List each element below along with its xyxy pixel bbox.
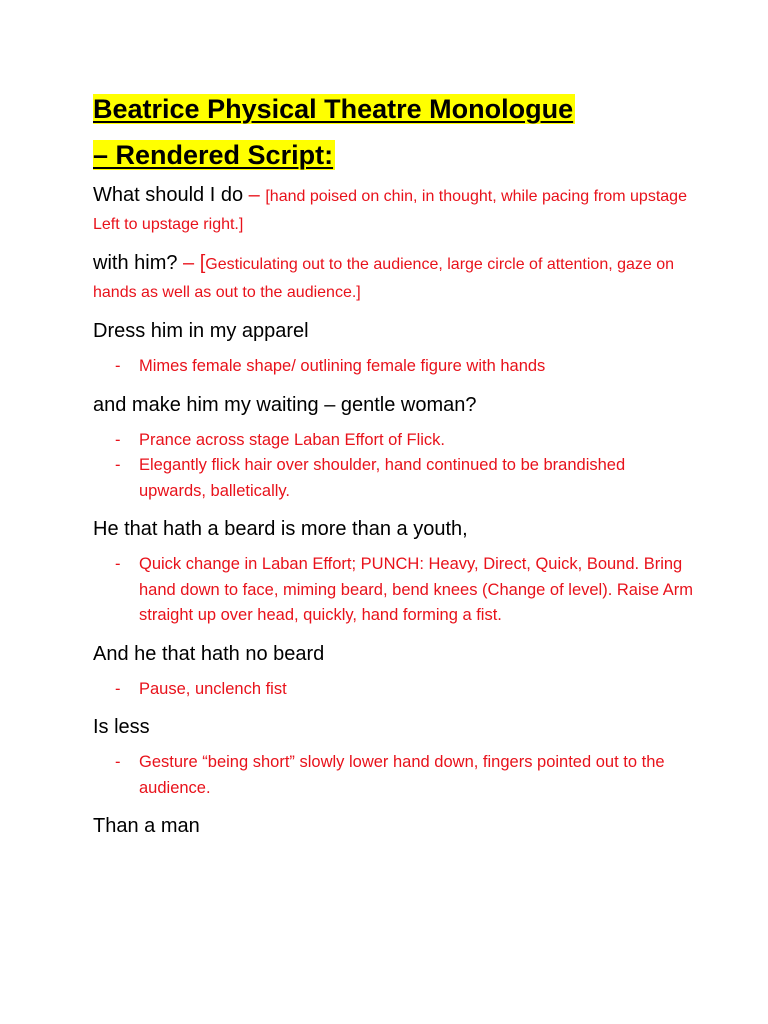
direction-list	[93, 428, 693, 505]
direction-text: Elegantly flick hair over shoulder, hand continued to be brandished upwards, balletically.	[139, 456, 626, 500]
spoken-line: with him?	[93, 252, 178, 274]
spoken-line: What should I do	[93, 184, 244, 206]
document-page	[93, 86, 693, 851]
direction-text: Pause, unclench fist	[139, 679, 287, 698]
direction-list	[93, 354, 693, 380]
stage-direction: Gesticulating out to the audience, large circle of attention, gaze on hands as well as out to the audience.]	[93, 256, 675, 301]
direction-item	[93, 354, 693, 380]
document-title	[93, 86, 693, 178]
bullet-dash: -	[115, 357, 121, 375]
bullet-dash: -	[115, 753, 121, 771]
direction-list	[93, 552, 693, 629]
script-block	[93, 641, 693, 703]
script-block	[93, 392, 693, 505]
spoken-line: He that hath a beard is more than a youth,	[93, 518, 468, 540]
direction-item	[93, 750, 693, 801]
bullet-dash: -	[115, 430, 121, 449]
spoken-line: Is less	[93, 716, 150, 738]
script-line-with-direction	[93, 250, 693, 306]
spoken-line: and make him my waiting – gentle woman?	[93, 393, 477, 416]
direction-text: Quick change in Laban Effort; PUNCH: Heavy, Direct, Quick, Bound. Bring hand down to face, miming beard, bend knees (Change of level). Raise Arm straight up over head, quickly, hand forming a fist.	[139, 555, 693, 624]
script-block	[93, 516, 693, 629]
direction-text: Mimes female shape/ outlining female figure with hands	[139, 357, 546, 375]
direction-item	[93, 677, 693, 703]
bullet-dash: -	[115, 555, 121, 573]
spoken-line: Than a man	[93, 815, 200, 837]
direction-item	[93, 552, 693, 629]
script-block	[93, 813, 693, 839]
script-block	[93, 318, 693, 380]
stage-direction: [hand poised on chin, in thought, while pacing from upstage Left to upstage right.]	[93, 188, 687, 233]
direction-list	[93, 750, 693, 801]
title-line-1: Beatrice Physical Theatre Monologue	[93, 94, 574, 124]
direction-item	[93, 428, 693, 454]
direction-text: Gesture “being short” slowly lower hand down, fingers pointed out to the audience.	[139, 753, 665, 797]
direction-text: Prance across stage Laban Effort of Flick.	[139, 430, 446, 449]
spoken-line: Dress him in my apparel	[93, 320, 309, 342]
bullet-dash: -	[115, 679, 121, 698]
bullet-dash: -	[115, 456, 121, 474]
script-block	[93, 714, 693, 801]
line-separator: – [	[183, 252, 206, 274]
title-line-2: – Rendered Script:	[93, 140, 334, 170]
script-line-with-direction	[93, 182, 693, 238]
line-separator: –	[248, 184, 260, 206]
direction-list	[93, 677, 693, 703]
spoken-line: And he that hath no beard	[93, 642, 325, 665]
direction-item	[93, 453, 693, 504]
